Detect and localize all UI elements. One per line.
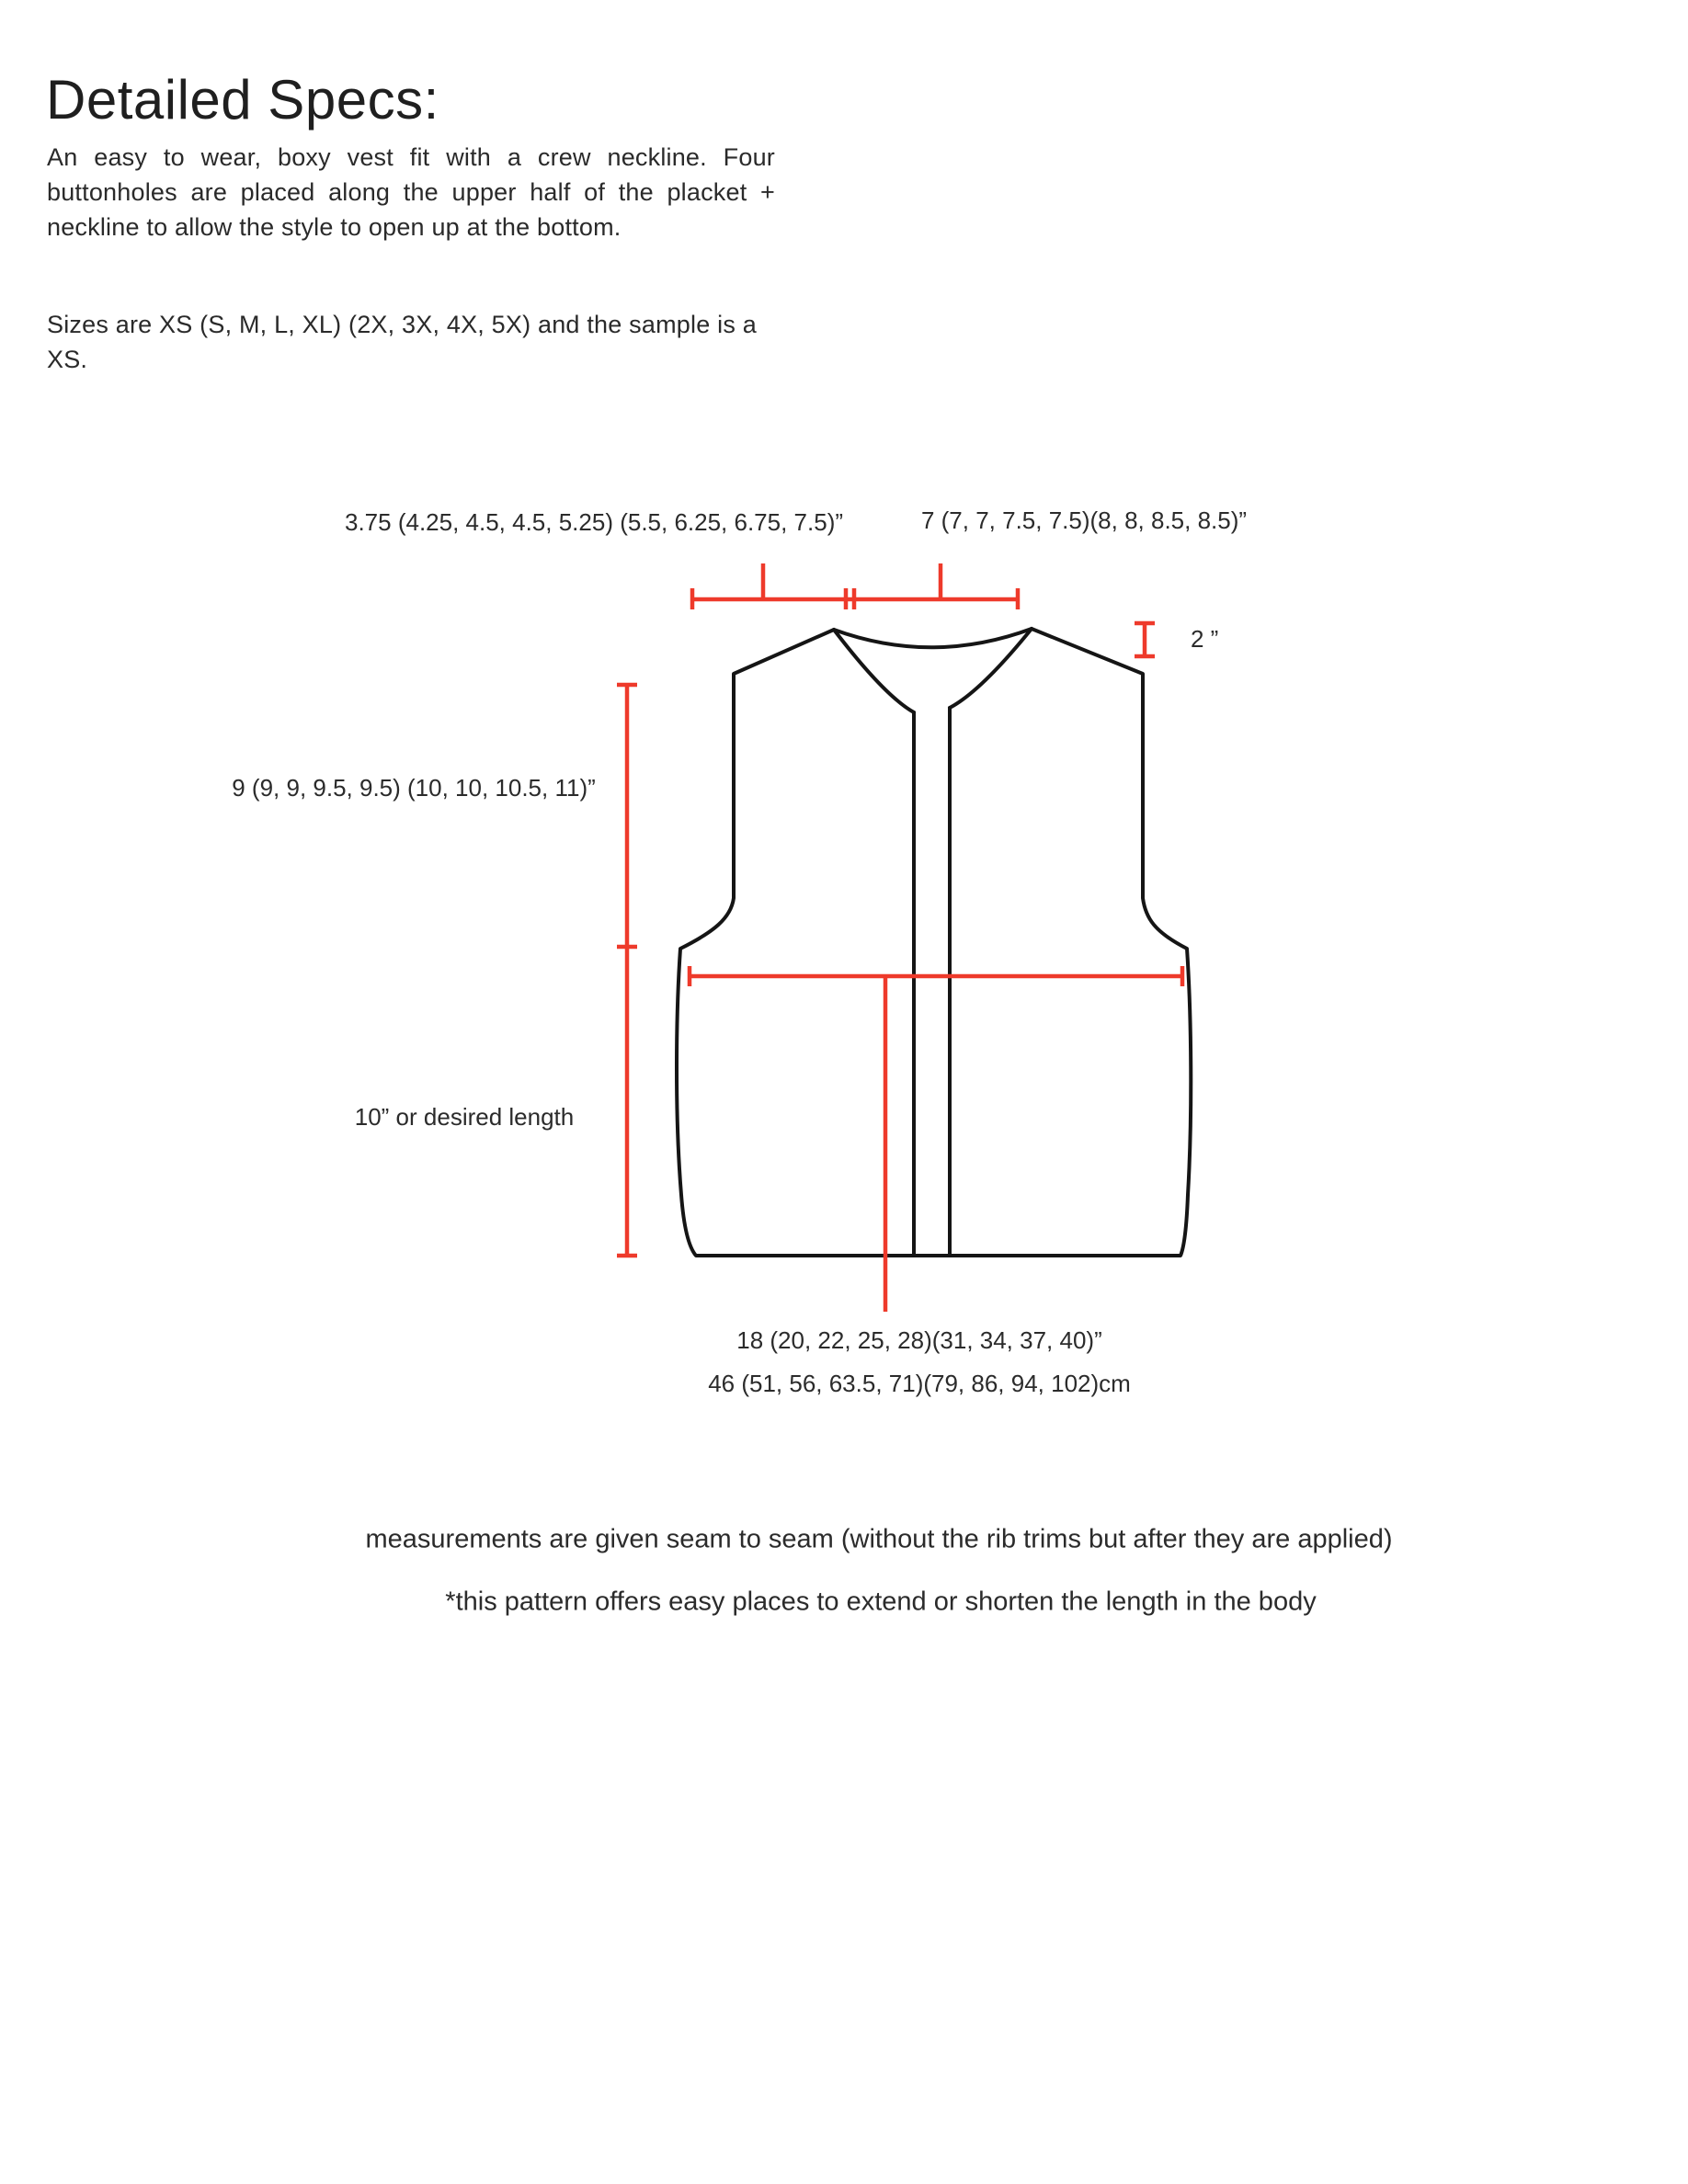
length-note: *this pattern offers easy places to extend or shorten the length in the body <box>445 1587 1317 1617</box>
sizes-paragraph: Sizes are XS (S, M, L, XL) (2X, 3X, 4X, 5X) and the sample is a XS. <box>47 311 757 373</box>
front-neckline-right <box>950 629 1032 708</box>
back-neckline <box>834 629 1032 647</box>
top-width-ruler <box>692 563 1018 609</box>
body-length-label: 10” or desired length <box>354 1103 575 1131</box>
armhole-and-length-ruler <box>617 685 637 1256</box>
vest-outline <box>677 629 1191 1256</box>
shoulder-width-label: 7 (7, 7, 7.5, 7.5)(8, 8, 8.5, 8.5)” <box>920 506 1248 534</box>
seam-note: measurements are given seam to seam (without the rib trims but after they are applied) <box>365 1524 1393 1554</box>
hem-width-cm-label: 46 (51, 56, 63.5, 71)(79, 86, 94, 102)cm <box>708 1370 1131 1397</box>
hem-width-inches-label: 18 (20, 22, 25, 28)(31, 34, 37, 40)” <box>736 1326 1102 1354</box>
chest-width-ruler <box>690 966 1182 1312</box>
intro-paragraph: An easy to wear, boxy vest fit with a crew neckline. Four buttonholes are placed along the upper half of the placket + neckline to allow the style to open up at the bottom. <box>47 143 775 241</box>
neck-depth-ibeam <box>1135 623 1155 656</box>
front-neck-width-label: 3.75 (4.25, 4.5, 4.5, 5.25) (5.5, 6.25, 6.75, 7.5)” <box>344 508 844 536</box>
neck-depth-label: 2 ” <box>1191 625 1219 653</box>
page-title: Detailed Specs: <box>46 69 439 131</box>
front-neckline-left <box>834 630 914 712</box>
armhole-depth-label: 9 (9, 9, 9.5, 9.5) (10, 10, 10.5, 11)” <box>232 774 596 802</box>
